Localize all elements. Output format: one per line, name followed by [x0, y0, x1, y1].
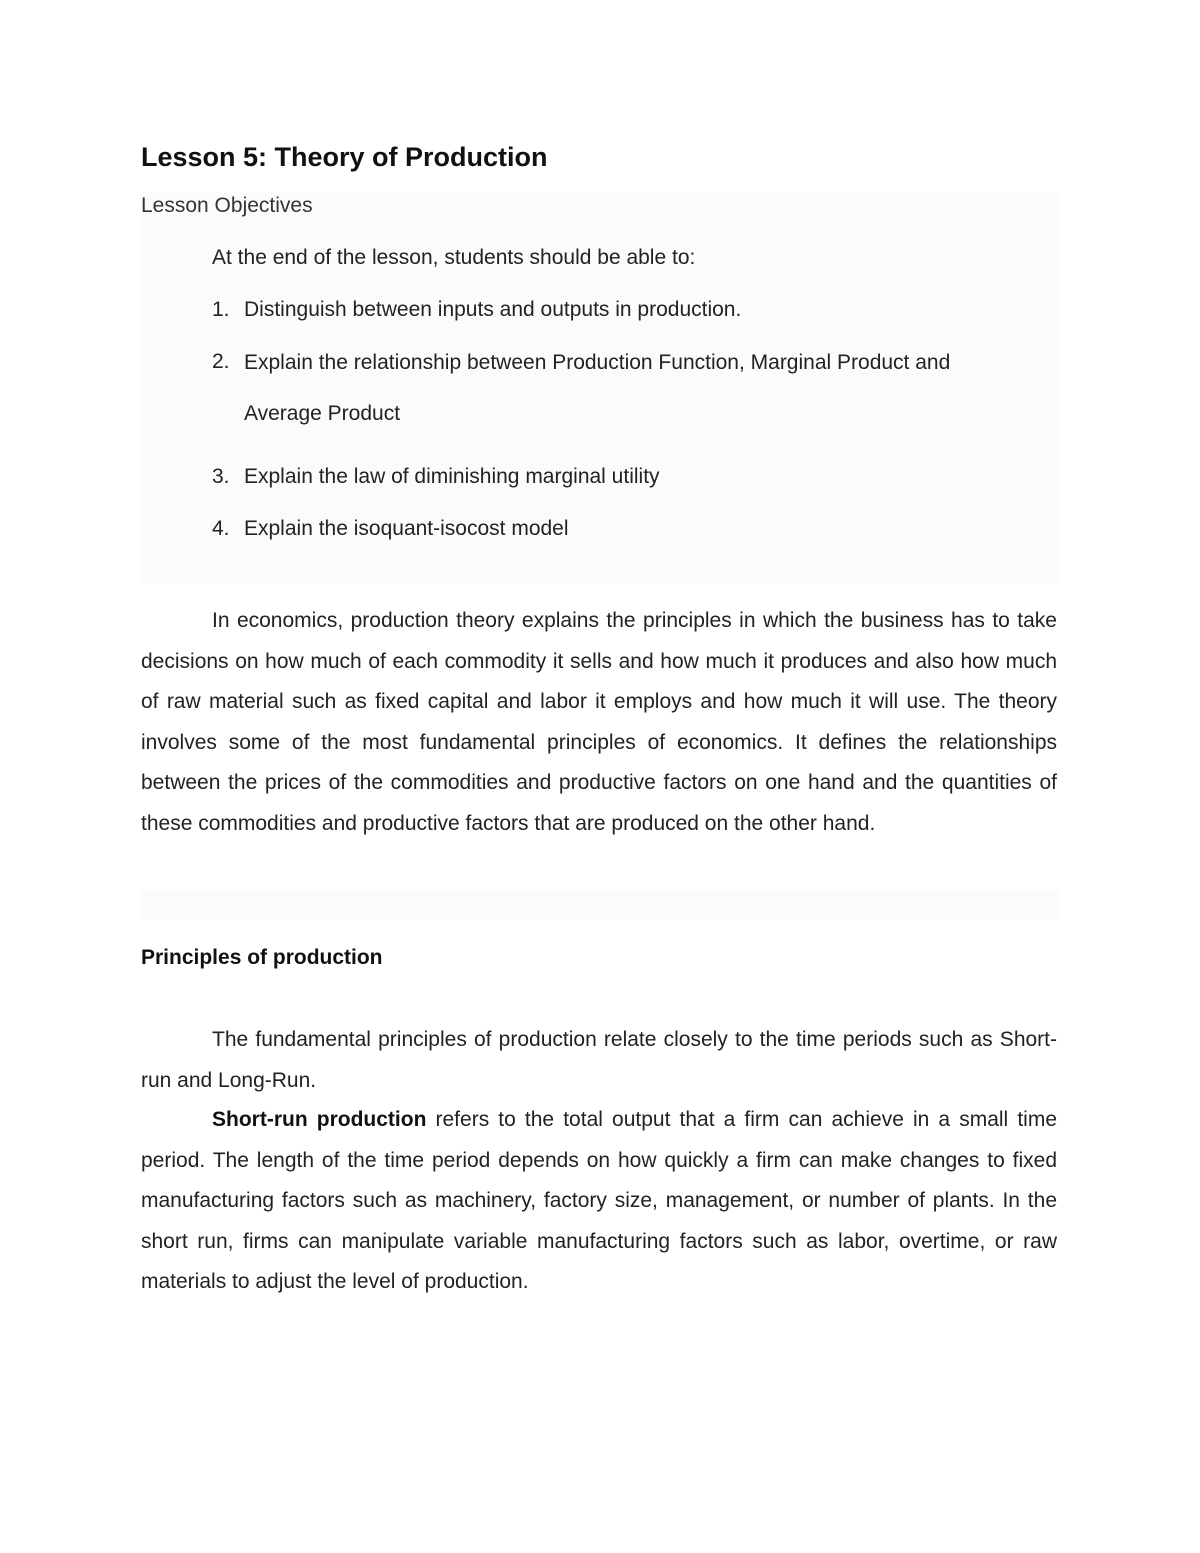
lesson-title: Lesson 5: Theory of Production [141, 142, 548, 172]
objective-item [212, 515, 1032, 543]
short-run-paragraph [141, 1100, 1057, 1303]
objective-number: 3. [212, 464, 230, 488]
principles-heading: Principles of production [141, 946, 383, 969]
objective-item [212, 296, 1032, 324]
objectives-list [212, 296, 1032, 567]
objective-text: Explain the isoquant-isocost model [244, 516, 569, 540]
objective-item [212, 463, 1032, 491]
objective-item [212, 348, 1032, 439]
objective-text: Distinguish between inputs and outputs in production. [244, 298, 742, 321]
intro-paragraph-text: In economics, production theory explains the principles in which the business has to take decisions on how much of each commodity it sells and how much it produces and also how much of raw material such as fixed capital and labor it employs and how much it will use. The theory involves some of the most fundamental principles of economics. It defines the relationships between the prices of the commodities and productive factors on one hand and the quantities of these commodities and productive factors that are produced on the other hand. [141, 609, 1057, 835]
objectives-intro: At the end of the lesson, students should be able to: [212, 246, 696, 269]
objective-text: Explain the relationship between Production Function, Marginal Product and Average Product [244, 350, 951, 425]
short-run-text: refers to the total output that a firm can achieve in a small time period. The length of the time period depends on how quickly a firm can make changes to fixed manufacturing factors such as machinery, factory size, management, or number of plants. In the short run, firms can manipulate variable manufacturing factors such as labor, overtime, or raw materials to adjust the level of production. [141, 1108, 1057, 1294]
objectives-heading: Lesson Objectives [141, 194, 313, 217]
intro-paragraph [141, 601, 1057, 845]
objective-number: 4. [212, 516, 230, 540]
objective-number: 1. [212, 298, 230, 321]
principles-paragraph [141, 1020, 1057, 1101]
objective-text: Explain the law of diminishing marginal utility [244, 464, 660, 488]
short-run-term: Short-run production [212, 1108, 427, 1131]
shaded-divider [141, 890, 1059, 920]
principles-paragraph-text: The fundamental principles of production relate closely to the time periods such as Short-run and Long-Run. [141, 1028, 1057, 1092]
objective-number: 2. [212, 350, 230, 373]
